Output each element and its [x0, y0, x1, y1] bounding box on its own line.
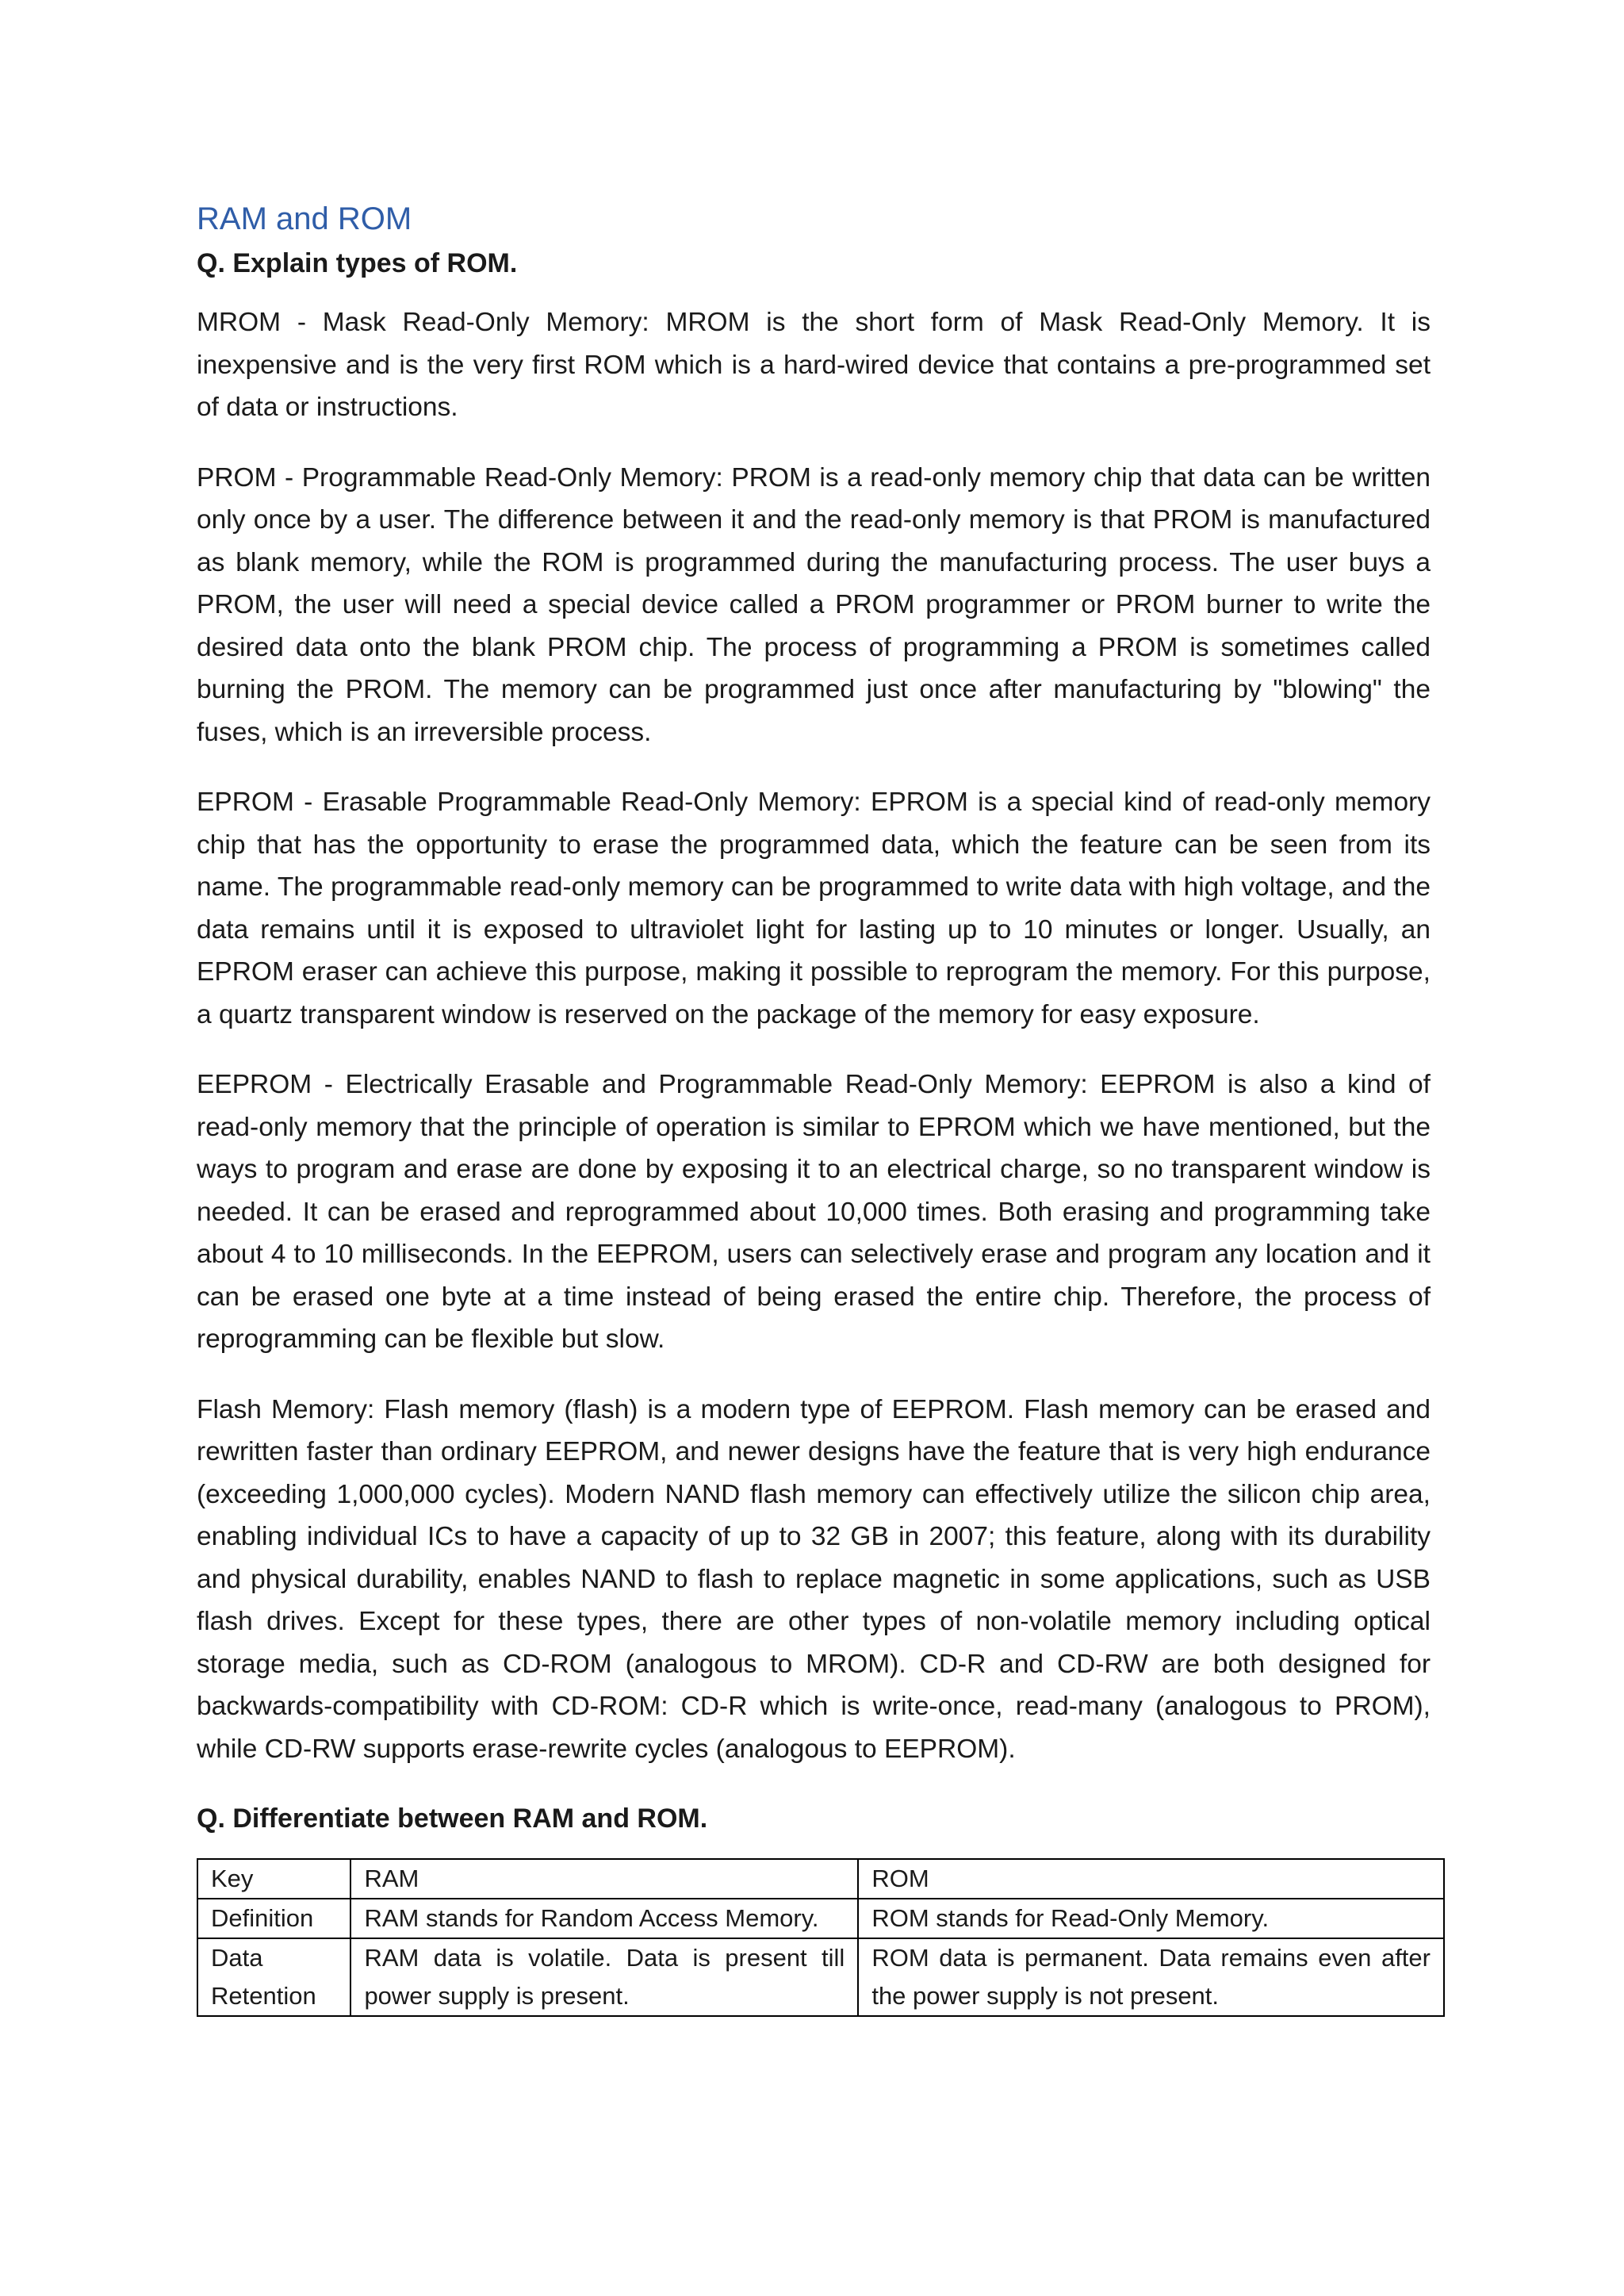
- table-header-row: [197, 1859, 1444, 1899]
- table-row: [197, 1899, 1444, 1938]
- paragraph-flash-memory: Flash Memory: Flash memory (flash) is a modern type of EEPROM. Flash memory can be erased and rewritten faster than ordinary EEPROM, and newer designs have the feature that is very high endurance (exceeding 1,000,000 cycles). Modern NAND flash memory can effectively utilize the silicon chip area, enabling individual ICs to have a capacity of up to 32 GB in 2007; this feature, along with its durability and physical durability, enables NAND to flash to replace magnetic in some applications, such as USB flash drives. Except for these types, there are other types of non-volatile memory including optical storage media, such as CD-ROM (analogous to MROM). CD-R and CD-RW are both designed for backwards-compatibility with CD-ROM: CD-R which is write-once, read-many (analogous to PROM), while CD-RW supports erase-rewrite cycles (analogous to EEPROM).: [197, 1394, 1431, 1764]
- question-types-of-rom: Q. Explain types of ROM.: [197, 248, 518, 278]
- table-cell: ROM stands for Read-Only Memory.: [858, 1899, 1444, 1938]
- table-header-cell: RAM: [350, 1859, 858, 1899]
- table-cell: ROM data is permanent. Data remains even after the power supply is not present.: [858, 1938, 1444, 2016]
- paragraph-mrom: MROM - Mask Read-Only Memory: MROM is the short form of Mask Read-Only Memory. It is inexpensive and is the very first ROM which is a hard-wired device that contains a pre-programmed set of data or instructions.: [197, 308, 1431, 422]
- table-header-cell: ROM: [858, 1859, 1444, 1899]
- question-differentiate-ram-rom: Q. Differentiate between RAM and ROM.: [197, 1803, 708, 1834]
- table-header-cell: Key: [197, 1859, 350, 1899]
- table-cell: RAM stands for Random Access Memory.: [350, 1899, 858, 1938]
- comparison-table: [197, 1858, 1445, 2017]
- table-cell: RAM data is volatile. Data is present till power supply is present.: [350, 1938, 858, 2016]
- paragraph-prom: PROM - Programmable Read-Only Memory: PROM is a read-only memory chip that data can be written only once by a user. The difference between it and the read-only memory is that PROM is manufactured as blank memory, while the ROM is programmed during the manufacturing process. The user buys a PROM, the user will need a special device called a PROM programmer or PROM burner to write the desired data onto the blank PROM chip. The process of programming a PROM is sometimes called burning the PROM. The memory can be programmed just once after manufacturing by "blowing" the fuses, which is an irreversible process.: [197, 462, 1431, 747]
- document-page: [197, 195, 1431, 2017]
- table-row: [197, 1938, 1444, 2016]
- paragraph-eprom: EPROM - Erasable Programmable Read-Only Memory: EPROM is a special kind of read-only memory chip that has the opportunity to erase the programmed data, which the feature can be seen from its name. The programmable read-only memory can be programmed to write data with high voltage, and the data remains until it is exposed to ultraviolet light for lasting up to 10 minutes or longer. Usually, an EPROM eraser can achieve this purpose, making it possible to reprogram the memory. For this purpose, a quartz transparent window is reserved on the package of the memory for easy exposure.: [197, 788, 1431, 1029]
- paragraph-eeprom: EEPROM - Electrically Erasable and Programmable Read-Only Memory: EEPROM is also a kind of read-only memory that the principle of operation is similar to EPROM which we have mentioned, but the ways to program and erase are done by exposing it to an electrical charge, so no transparent window is needed. It can be erased and reprogrammed about 10,000 times. Both erasing and programming take about 4 to 10 milliseconds. In the EEPROM, users can selectively erase and program any location and it can be erased one byte at a time instead of being erased the entire chip. Therefore, the process of reprogramming can be flexible but slow.: [197, 1070, 1431, 1354]
- table-cell: Data Retention: [197, 1938, 350, 2016]
- section-heading: RAM and ROM: [197, 201, 412, 236]
- table-cell: Definition: [197, 1899, 350, 1938]
